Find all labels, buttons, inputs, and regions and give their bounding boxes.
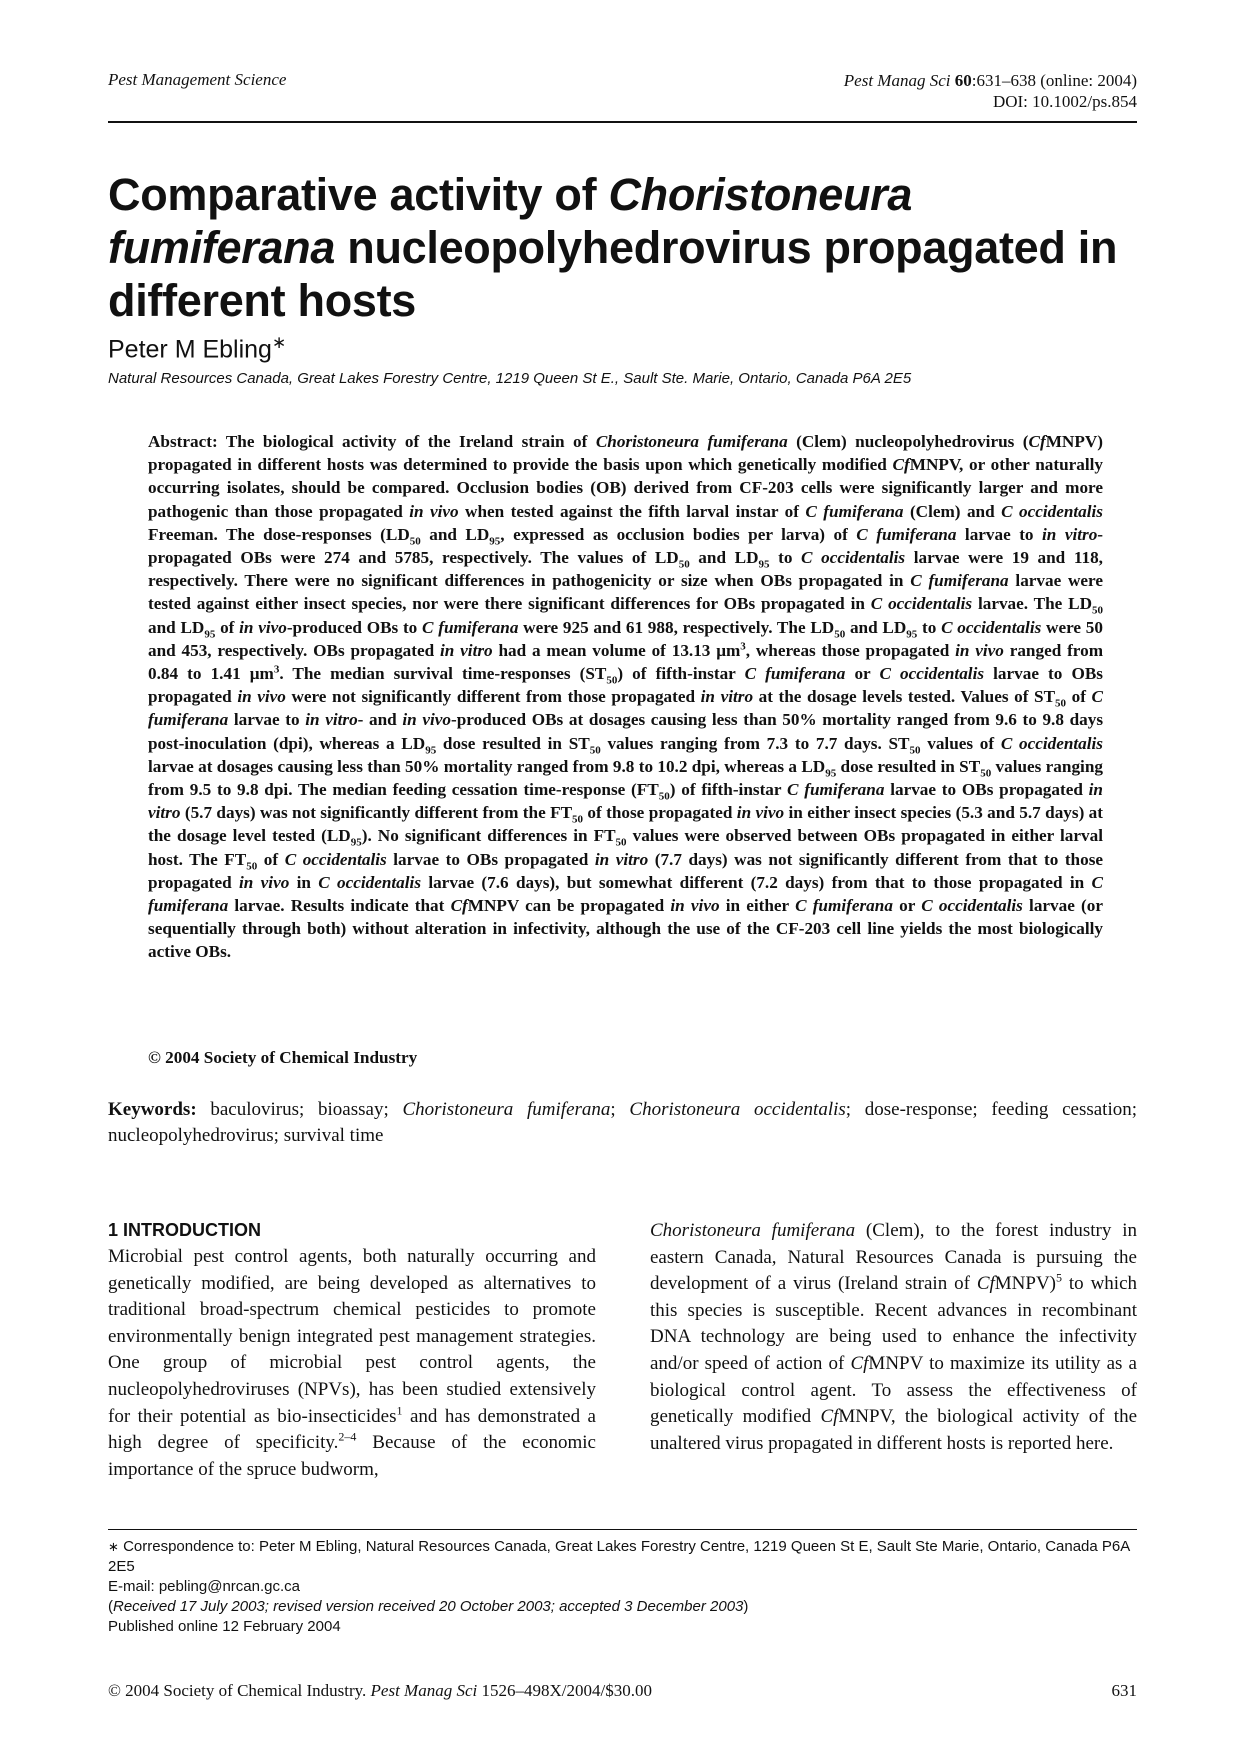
author-affiliation: Natural Resources Canada, Great Lakes Forestry Centre, 1219 Queen St E., Sault Ste. Marie, Ontario, Canada P6A 2E5 xyxy=(108,370,912,387)
author-name: Peter M Ebling∗ xyxy=(108,333,287,364)
footnote-correspondence: ∗ Correspondence to: Peter M Ebling, Natural Resources Canada, Great Lakes Forestry Centre, 1219 Queen St E, Sault Ste Marie, Ontario, Canada P6A 2E5 xyxy=(108,1538,1130,1575)
abstract-text: Abstract: The biological activity of the Ireland strain of Choristoneura fumiferana (Clem) nucleopolyhedrovirus (CfMNPV) propagated in different hosts was determined to provide the basis upon which genetically modified CfMNPV, or other naturally occurring isolates, should be compared. Occlusion bodies (OB) derived from CF-203 cells were significantly larger and more pathogenic than those propagated in vivo when tested against the fifth larval instar of C fumiferana (Clem) and C occidentalis Freeman. The dose-responses ($LD_{50}$ and $LD_{95}$, expressed as occlusion bodies per larva) of C fumiferana larvae to in vitro-propagated OBs were 274 and 5785, respectively. The values of $LD_{50}$ and $LD_{95}$ to C occidentalis larvae were 19 and 118, respectively. There were no significant differences in pathogenicity or size when OBs propagated in C fumiferana larvae were tested against either insect species, nor were there significant differences for OBs propagated in C occidentalis larvae. The $LD_{50}$ and $LD_{95}$ of in vivo-produced OBs to C fumiferana were 925 and 61 988, respectively. The $LD_{50}$ and $LD_{95}$ to C occidentalis were 50 and 453, respectively. OBs propagated in vitro had a mean volume of 13.13 $\mu m^3$, whereas those propagated in vivo ranged from 0.84 to 1.41 $\mu m^3$. The median survival time-responses $(ST_{50})$ of fifth-instar C fumiferana or C occidentalis larvae to OBs propagated in vivo were not significantly different from those propagated in vitro at the dosage levels tested. Values of $ST_{50}$ of C fumiferana larvae to in vitro- and in vivo-produced OBs at dosages causing less than 50% mortality ranged from 9.6 to 9.8 days post-inoculation (dpi), whereas a $LD_{95}$ dose resulted in $ST_{50}$ values ranging from 7.3 to 7.7 days. $ST_{50}$ values of C occidentalis larvae at dosages causing less than 50% mortality ranged from 9.8 to 10.2 dpi, whereas a $LD_{95}$ dose resulted in $ST_{50}$ values ranging from 9.5 to 9.8 dpi. The median feeding cessation time-response $(FT_{50})$ of fifth-instar C fumiferana larvae to OBs propagated in vitro (5.7 days) was not significantly different from the $FT_{50}$ of those propagated in vivo in either insect species (5.3 and 5.7 days) at the dosage level tested $(LD_{95})$. No significant differences in $FT_{50}$ values were observed between OBs propagated in either larval host. The $FT_{50}$ of C occidentalis larvae to OBs propagated in vitro (7.7 days) was not significantly different from that to those propagated in vivo in C occidentalis larvae (7.6 days), but somewhat different (7.2 days) from that to those propagated in C fumiferana larvae. Results indicate that CfMNPV can be propagated in vivo in either C fumiferana or C occidentalis larvae (or sequentially through both) without alteration in infectivity, although the use of the CF-203 cell line yields the most biologically active OBs. xyxy=(148,432,1104,962)
correspondence-mark[interactable]: ∗ xyxy=(271,333,287,352)
page-number: 631 xyxy=(1111,1681,1137,1700)
body-column-right: Choristoneura fumiferana (Clem), to the forest industry in eastern Canada, Natural Resources Canada is pursuing the development of a virus (Ireland strain of CfMNPV)$^5$ to which this species is susceptible. Recent advances in recombinant DNA technology are being used to enhance the infectivity and/or speed of action of CfMNPV to maximize its utility as a biological control agent. To assess the effectiveness of genetically modified CfMNPV, the biological activity of the unaltered virus propagated in different hosts is reported here. xyxy=(650,1220,1138,1454)
footnote-email[interactable]: E-mail: pebling@nrcan.gc.ca xyxy=(108,1578,300,1595)
section-heading-introduction: 1 INTRODUCTION xyxy=(108,1220,261,1240)
body-column-left: Microbial pest control agents, both naturally occurring and genetically modified, are being developed as alternatives to traditional broad-spectrum chemical pesticides to promote environmentally benign integrated pest management strategies. One group of microbial pest control agents, the nucleopolyhedroviruses (NPVs), has been studied extensively for their potential as bio-insecticides$^1$ and has demonstrated a high degree of specificity.$^{2-4}$ Because of the economic importance of the spruce budworm, xyxy=(108,1246,596,1480)
doi[interactable]: DOI: 10.1002/ps.854 xyxy=(992,92,1137,111)
abstract-copyright: © 2004 Society of Chemical Industry xyxy=(148,1048,418,1067)
keywords: Keywords: baculovirus; bioassay; Choristoneura fumiferana; Choristoneura occidentalis; dose-response; feeding cessation; nucleopolyhedrovirus; survival time xyxy=(108,1099,1138,1146)
reference-link[interactable]: 1 xyxy=(396,1403,403,1418)
reference-link[interactable]: 5 xyxy=(1056,1270,1062,1285)
running-footer: © 2004 Society of Chemical Industry. Pest Manag Sci 1526–498X/2004/$30.00 xyxy=(108,1681,652,1700)
footnote xyxy=(108,1537,1137,1637)
article-title: Comparative activity of Choristoneura fumiferana nucleopolyhedrovirus propagated in different hosts xyxy=(108,169,1118,326)
header-divider xyxy=(108,121,1137,123)
running-header-citation: Pest Manag Sci 60:631–638 (online: 2004) DOI: 10.1002/ps.854 xyxy=(843,71,1137,111)
reference-link[interactable]: 2–4 xyxy=(338,1429,357,1444)
footnote-divider xyxy=(108,1529,1137,1530)
running-header-journal: Pest Management Science xyxy=(108,70,287,89)
footnote-received: (Received 17 July 2003; revised version received 20 October 2003; accepted 3 December 2003) xyxy=(108,1598,749,1615)
footnote-published: Published online 12 February 2004 xyxy=(108,1618,341,1635)
